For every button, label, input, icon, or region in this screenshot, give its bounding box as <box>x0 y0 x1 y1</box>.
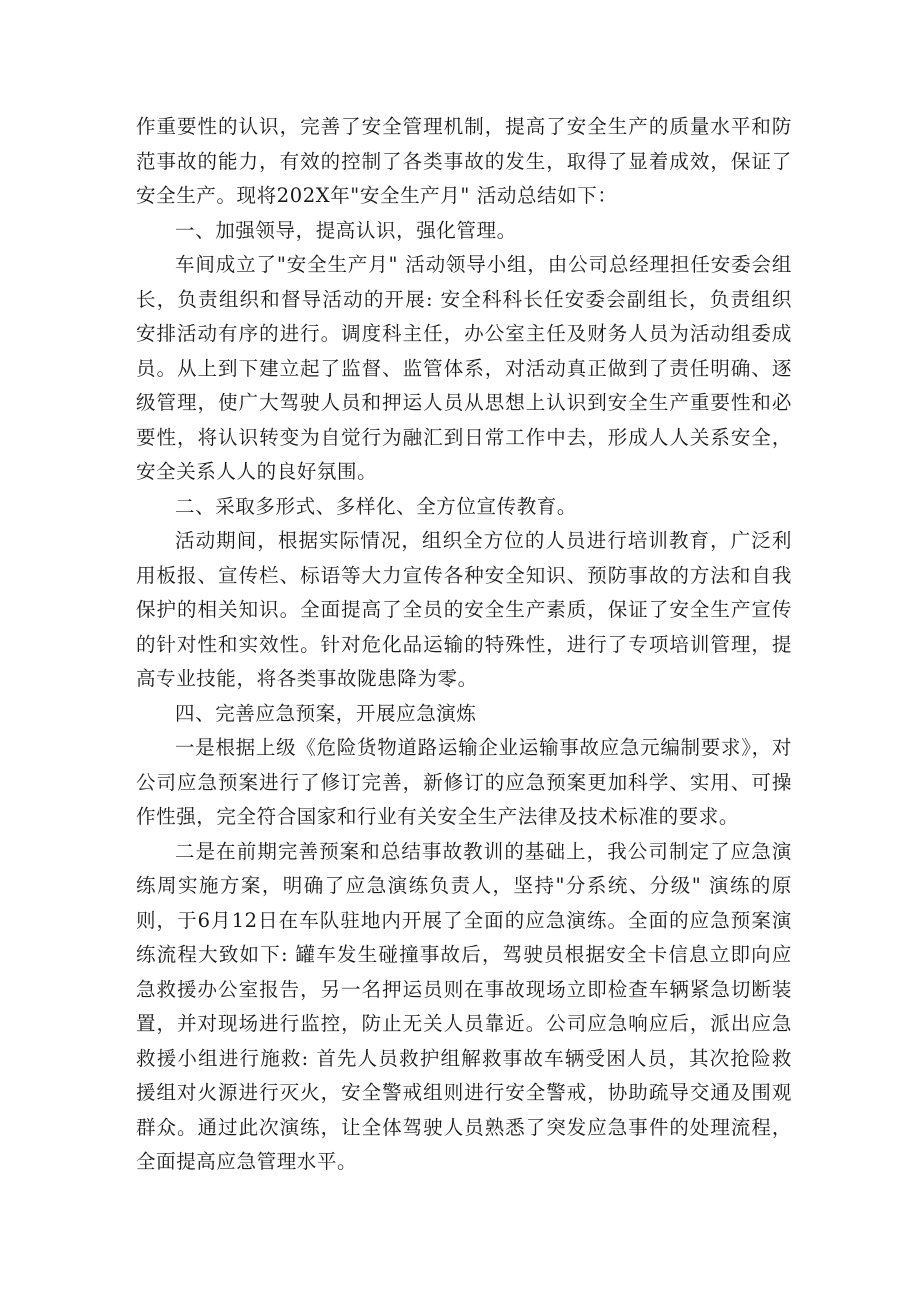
section-heading-emergency: 四、完善应急预案，开展应急演炼 <box>175 701 477 725</box>
section-heading-education: 二、采取多形式、多样化、全方位宣传教育。 <box>175 494 578 518</box>
document-body <box>136 110 792 1180</box>
section-heading-leadership: 一、加强领导，提高认识，强化管理。 <box>175 218 517 242</box>
paragraph-education: 活动期间，根据实际情况，组织全方位的人员进行培训教育，广泛利用板报、宣传栏、标语等大力宣传各种安全知识、预防事故的方法和自我保护的相关知识。全面提高了全员的安全生产素质，保证了安全生产宣传的针对性和实效性。针对危化品运输的特殊性，进行了专项培训管理，提高专业技能，将各类事故陇患降为零。 <box>136 529 792 690</box>
paragraph-emergency-plan: 一是根据上级《危险货物道路运输企业运输事故应急元编制要求》，对公司应急预案进行了修订完善，新修订的应急预案更加科学、实用、可操作性强，完全符合国家和行业有关安全生产法律及技术标准的要求。 <box>136 736 792 828</box>
paragraph-leadership: 车间成立了"安全生产月" 活动领导小组，由公司总经理担任安委会组长，负责组织和督导活动的开展: 安全科科长任安委会副组长，负责组织安排活动有序的进行。调度科主任，办公室主任及财务人员为活动组委成员。从上到下建立起了监督、监管体系，对活动真正做到了责任明确、逐级管理，使广大驾驶人员和押运人员从思想上认识到安全生产重要性和必要性，将认识转变为自觉行为融汇到日常工作中去，形成人人关系安全，安全关系人人的良好氛围。 <box>136 253 792 483</box>
paragraph-emergency-drill: 二是在前期完善预案和总结事故教训的基础上，我公司制定了应急演练周实施方案，明确了应急演练负责人，坚持"分系统、分级" 演练的原则，于6月12日在车队驻地内开展了全面的应急演练。全面的应急预案演练流程大致如下: 罐车发生碰撞事故后，驾驶员根据安全卡信息立即向应急救援办公室报告，另一名押运员则在事故现场立即检查车辆紧急切断装置，并对现场进行监控，防止无关人员靠近。公司应急响应后，派出应急救援小组进行施救: 首先人员救护组解救事故车辆受困人员，其次抢险救援组对火源进行灭火，安全警戒组则进行安全警戒，协助疏导交通及围观群众。通过此次演练，让全体驾驶人员熟悉了突发应急事件的处理流程，全面提高应急管理水平。 <box>136 839 792 1173</box>
paragraph-intro-continuation: 作重要性的认识，完善了安全管理机制，提高了安全生产的质量水平和防范事故的能力，有效的控制了各类事故的发生，取得了显着成效，保证了安全生产。现将202X年"安全生产月" 活动总结如下： <box>136 115 792 207</box>
